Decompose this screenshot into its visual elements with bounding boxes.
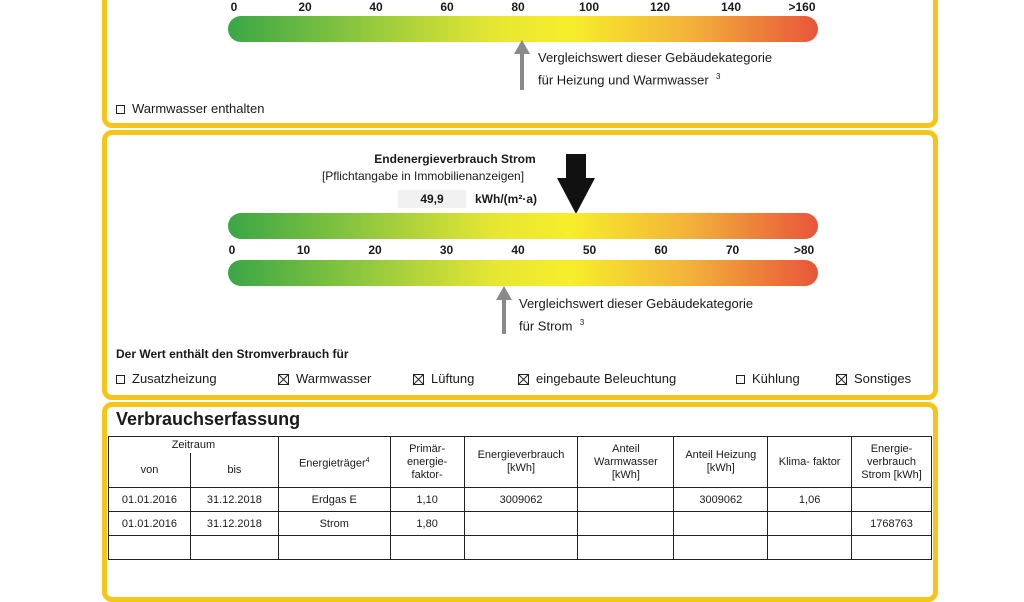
heating-scale-tick: 40 [369, 0, 383, 14]
header-anteil-heizung: Anteil Heizung [kWh] [674, 437, 768, 488]
header-von: von [109, 453, 191, 488]
option-label: Warmwasser [296, 371, 372, 386]
electricity-scale-tick: 70 [725, 243, 740, 257]
cell-strom [852, 488, 932, 512]
heating-scale-tick: 100 [578, 0, 600, 14]
option-warmwasser[interactable] [278, 371, 371, 386]
electricity-scale-ticks [0, 243, 1024, 257]
header-zeitraum: Zeitraum [109, 437, 279, 454]
heating-scale-tick: 0 [230, 0, 238, 14]
header-energietraeger: Energieträger$^4$ [278, 437, 390, 488]
option-eingebaute-beleuchtung[interactable] [518, 371, 676, 386]
comparison-line-2: für Heizung und Warmwasser [538, 72, 709, 88]
heating-scale-tick: 140 [720, 0, 742, 14]
cell-heizung [674, 536, 768, 560]
electricity-value: 49,9 [398, 190, 466, 208]
unchecked-checkbox[interactable] [116, 375, 125, 384]
table-row [109, 488, 932, 512]
cell-traeger [278, 536, 390, 560]
electricity-comparison-arrow [502, 298, 506, 334]
cell-ww [578, 488, 674, 512]
cell-bis [190, 536, 278, 560]
value-indicator-arrow-stem [566, 154, 586, 180]
cell-verbrauch [464, 512, 578, 536]
cell-strom [852, 536, 932, 560]
cell-bis: 31.12.2018 [190, 512, 278, 536]
option-label: eingebaute Beleuchtung [536, 371, 677, 386]
cell-traeger: Strom [278, 512, 390, 536]
checked-checkbox[interactable] [836, 374, 847, 385]
electricity-scale-tick: >80 [793, 243, 815, 257]
electricity-scale-tick: 30 [439, 243, 454, 257]
cell-traeger: Erdgas E [278, 488, 390, 512]
electricity-subtitle: [Pflichtangabe in Immobilienanzeigen] [321, 169, 525, 183]
option-kühlung[interactable] [736, 371, 800, 386]
cell-klima [768, 536, 852, 560]
option-zusatzheizung[interactable] [116, 371, 217, 386]
cell-heizung [674, 512, 768, 536]
heating-comparison-label [538, 48, 772, 89]
header-primaerfaktor: Primär- energie- faktor- [390, 437, 464, 488]
heating-scale-tick: 120 [649, 0, 671, 14]
cell-ww [578, 536, 674, 560]
electricity-scale-tick: 40 [511, 243, 525, 257]
option-label: Kühlung [752, 371, 800, 386]
footnote: 3 [579, 318, 585, 327]
heating-scale-bar [228, 16, 818, 42]
heating-scale-tick: 60 [440, 0, 454, 14]
comparison-line-2: für Strom [519, 318, 573, 334]
electricity-scale-bar-bottom [228, 260, 818, 286]
comparison-line-1: Vergleichswert dieser Gebäudekategorie [519, 296, 754, 311]
option-lüftung[interactable] [413, 371, 474, 386]
header-strom: Energie- verbrauch Strom [kWh] [852, 437, 932, 488]
table-row [109, 512, 932, 536]
consumption-title: Verbrauchserfassung [116, 409, 301, 429]
heating-scale-tick: 80 [511, 0, 525, 14]
comparison-line-1: Vergleichswert dieser Gebäudekategorie [538, 50, 773, 65]
electricity-scale-tick: 10 [296, 243, 311, 257]
electricity-unit: kWh/(m²·a) [475, 192, 537, 206]
cell-klima: 1,06 [768, 488, 852, 512]
electricity-scale-tick: 20 [368, 243, 382, 257]
checked-checkbox[interactable] [518, 374, 529, 385]
heating-scale-tick: >160 [788, 0, 816, 14]
header-bis: bis [190, 453, 278, 488]
cell-verbrauch [464, 536, 578, 560]
warmwater-checkbox[interactable] [116, 105, 125, 114]
option-sonstiges[interactable] [836, 371, 911, 386]
warmwater-label: Warmwasser enthalten [132, 101, 265, 116]
checked-checkbox[interactable] [413, 374, 424, 385]
option-label: Zusatzheizung [132, 371, 217, 386]
cell-von: 01.01.2016 [109, 512, 191, 536]
header-energieverbrauch: Energieverbrauch [kWh] [464, 437, 578, 488]
option-label: Sonstiges [854, 371, 912, 386]
table-row [109, 536, 932, 560]
checked-checkbox[interactable] [278, 374, 289, 385]
header-anteil-warmwasser: Anteil Warmwasser [kWh] [578, 437, 674, 488]
value-indicator-arrow-head [557, 178, 595, 214]
heating-scale-ticks [0, 0, 1024, 14]
unchecked-checkbox[interactable] [736, 375, 745, 384]
cell-ww [578, 512, 674, 536]
cell-faktor [390, 536, 464, 560]
cell-faktor: 1,10 [390, 488, 464, 512]
electricity-scale-bar-top [228, 213, 818, 239]
cell-klima [768, 512, 852, 536]
electricity-title: Endenergieverbrauch Strom [374, 152, 536, 166]
heating-comparison-arrow [520, 52, 524, 90]
header-klimafaktor: Klima- faktor [768, 437, 852, 488]
cell-von [109, 536, 191, 560]
footnote: 3 [715, 72, 721, 81]
heating-scale-tick: 20 [298, 0, 312, 14]
cell-bis: 31.12.2018 [190, 488, 278, 512]
option-label: Lüftung [431, 371, 475, 386]
cell-strom: 1768763 [852, 512, 932, 536]
cell-verbrauch: 3009062 [464, 488, 578, 512]
electricity-scale-tick: 60 [654, 243, 668, 257]
electricity-scale-tick: 0 [228, 243, 236, 257]
cell-faktor: 1,80 [390, 512, 464, 536]
cell-von: 01.01.2016 [109, 488, 191, 512]
consumption-table [108, 436, 932, 560]
warmwater-option[interactable] [116, 101, 264, 116]
electricity-comparison-label [519, 294, 753, 335]
cell-heizung: 3009062 [674, 488, 768, 512]
electricity-scale-tick: 50 [582, 243, 597, 257]
includes-heading: Der Wert enthält den Stromverbrauch für [116, 347, 349, 361]
